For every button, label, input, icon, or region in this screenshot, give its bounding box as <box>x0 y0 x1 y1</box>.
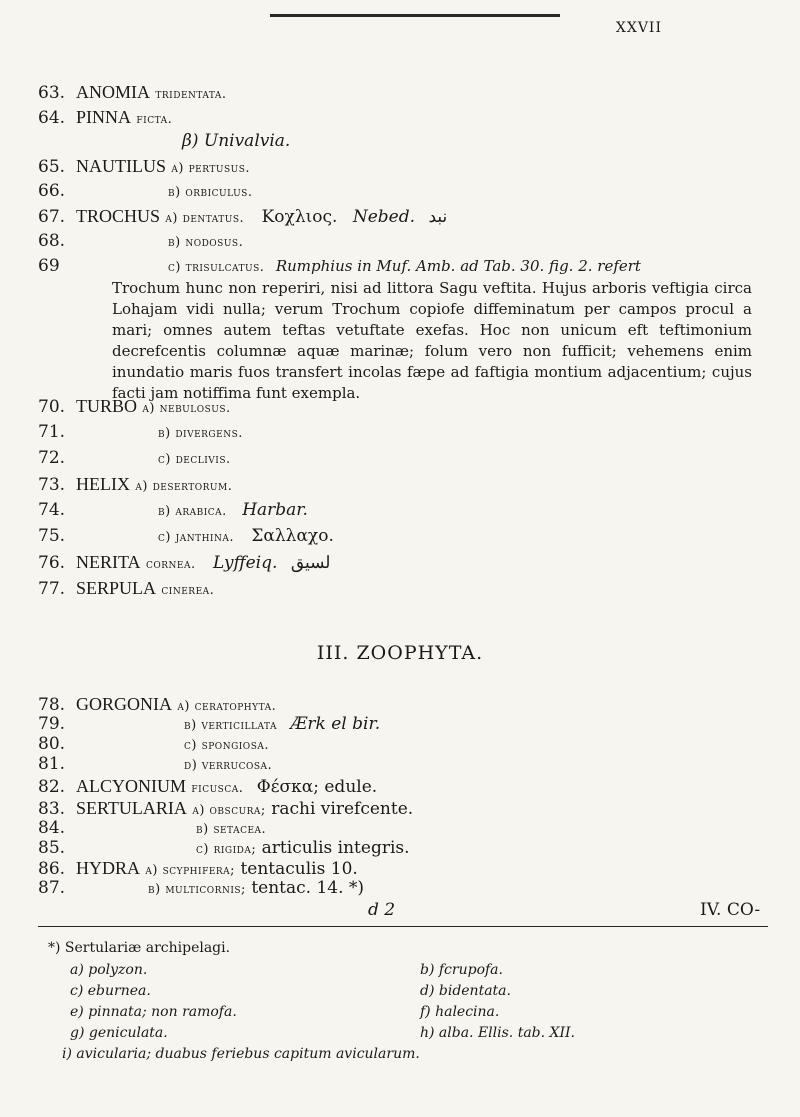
footnote-item-i: i) avicularia; duabus feriebus capitum avicularum. <box>62 1046 420 1062</box>
footnote-item-g: g) geniculata. <box>70 1025 168 1041</box>
entry-63: 63. ANOMIA tridentata. <box>38 82 227 103</box>
footnote-title: *) Sertulariæ archipelagi. <box>48 940 231 956</box>
section-title-univalvia: β) Univalvia. <box>182 131 291 151</box>
header-rule <box>270 14 560 17</box>
footnote-item-a: a) polyzon. <box>70 962 148 978</box>
entry-78: 78. GORGONIA a) ceratophyta. <box>38 694 277 715</box>
entry-75: 75. c) janthina. Σαλλαχο. <box>38 526 334 546</box>
footnote-rule <box>38 926 768 927</box>
entry-84: 84. b) setacea. <box>38 818 267 838</box>
entry-87: 87. b) multicornis; tentac. 14. *) <box>38 878 365 898</box>
entry-86: 86. HYDRA a) scyphifera; tentaculis 10. <box>38 858 358 879</box>
entry-69: 69 c) trisulcatus. Rumphius in Muf. Amb. ad Tab. 30. fig. 2. refert <box>38 256 641 276</box>
entry-80: 80. c) spongiosa. <box>38 734 269 754</box>
catchword: IV. CO- <box>700 900 761 920</box>
entry-79: 79. b) verticillata Ærk el bir. <box>38 714 381 734</box>
footnote-item-f: f) halecina. <box>420 1004 500 1020</box>
footnote-item-e: e) pinnata; non ramofa. <box>70 1004 237 1020</box>
entry-65: 65. NAUTILUS a) pertusus. <box>38 156 250 177</box>
paragraph-69: Trochum hunc non reperiri, nisi ad littora Sagu veftita. Hujus arboris veftigia circa Lohajam vidi nulla; verum Trochum copiofe diffeminatum per campos procul a mari; omnes autem teftas vetuftate exefas. Hoc non unicum eft teftimonium decrefcentis columnæ aquæ marinæ; folum vero non fufficit; vehemens enim inundatio maris fuos transfert incolas fæpe ad faftigia montium adjacentium; cujus facti jam notiffima funt exempla. <box>112 279 752 402</box>
entry-85: 85. c) rigida; articulis integris. <box>38 838 410 858</box>
entry-82: 82. ALCYONIUM ficusca. Φέσκα; edule. <box>38 776 378 797</box>
entry-81: 81. d) verrucosa. <box>38 754 273 774</box>
footnote-item-d: d) bidentata. <box>420 983 511 999</box>
entry-64: 64. PINNA ficta. <box>38 107 173 128</box>
entry-73: 73. HELIX a) desertorum. <box>38 474 233 495</box>
section-heading-zoophyta: III. ZOOPHYTA. <box>316 642 484 664</box>
footnote-item-h: h) alba. Ellis. tab. XII. <box>420 1025 576 1041</box>
entry-70: 70. TURBO a) nebulosus. <box>38 396 231 417</box>
footnote-item-c: c) eburnea. <box>70 983 151 999</box>
entry-71: 71. b) divergens. <box>38 422 243 442</box>
entry-68: 68. b) nodosus. <box>38 231 244 251</box>
footnote-item-b: b) fcrupofa. <box>420 962 503 978</box>
page-number: XXVII <box>615 20 662 36</box>
entry-66: 66. b) orbiculus. <box>38 181 253 201</box>
entry-83: 83. SERTULARIA a) obscura; rachi virefcente. <box>38 798 414 819</box>
entry-72: 72. c) declivis. <box>38 448 231 468</box>
entry-76: 76. NERITA cornea. Lyffeiq. لسيق <box>38 552 331 573</box>
signature-mark: d 2 <box>368 900 396 920</box>
entry-77: 77. SERPULA cinerea. <box>38 578 215 599</box>
entry-67: 67. TROCHUS a) dentatus. Κοχλιος. Nebed. نبد <box>38 206 448 227</box>
entry-74: 74. b) arabica. Harbar. <box>38 500 308 520</box>
